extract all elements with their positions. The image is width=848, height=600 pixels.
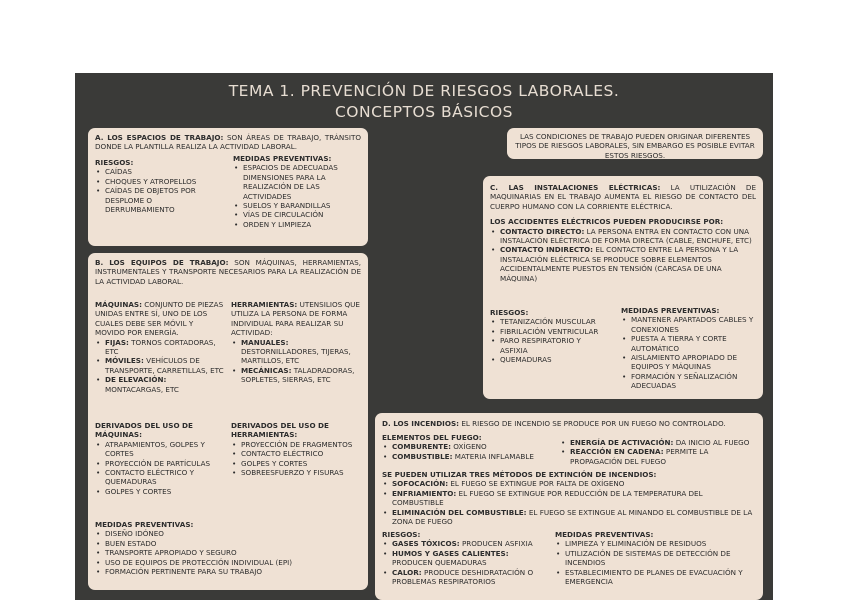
list-item: • MANTENER APARTADOS CABLES Y CONEXIONES: [629, 315, 757, 334]
card-b-derivados-maq-label: DERIVADOS DEL USO DE MÁQUINAS:: [95, 421, 193, 440]
card-a-medidas-list: [233, 163, 361, 229]
card-espacios: [88, 128, 368, 246]
card-b-herramientas-label: HERRAMIENTAS:: [231, 300, 298, 309]
list-item: • UTILIZACIÓN DE SISTEMAS DE DETECCIÓN DE INCENDIOS: [563, 549, 755, 568]
list-item: • ORDEN Y LIMPIEZA: [241, 220, 361, 229]
list-item: • DISEÑO IDÓNEO: [103, 529, 357, 538]
card-d-elementos2-list: [560, 438, 756, 466]
card-c-riesgos-list: [490, 317, 608, 364]
card-d-metodos-list: [382, 479, 754, 526]
card-d-riesgos-list: [382, 539, 550, 586]
card-instalaciones: [483, 176, 763, 399]
card-a-riesgos-label: RIESGOS:: [95, 158, 134, 167]
list-item: • CALOR: PRODUCE DESHIDRATACIÓN O PROBLEMAS RESPIRATORIOS: [390, 568, 550, 587]
card-d-medidas-list: [555, 539, 755, 586]
card-d-text: EL RIESGO DE INCENDIO SE PRODUCE POR UN FUEGO NO CONTROLADO.: [461, 419, 726, 428]
list-item: • USO DE EQUIPOS DE PROTECCIÓN INDIVIDUAL (EPI): [103, 558, 357, 567]
card-d-medidas-label: MEDIDAS PREVENTIVAS:: [555, 530, 654, 539]
list-item: • GASES TÓXICOS: PRODUCEN ASFIXIA: [390, 539, 550, 548]
card-b-maquinas-list: [95, 338, 225, 394]
list-item: • SOBREESFUERZO Y FISURAS: [239, 468, 359, 477]
card-a-heading: A. LOS ESPACIOS DE TRABAJO:: [95, 133, 224, 142]
card-d-heading: D. LOS INCENDIOS:: [382, 419, 460, 428]
card-d-riesgos-label: RIESGOS:: [382, 530, 421, 539]
list-item: • SUELOS Y BARANDILLAS: [241, 201, 361, 210]
list-item: • PARO RESPIRATORIO Y ASFIXIA: [498, 336, 608, 355]
card-d-metodos-label: SE PUEDEN UTILIZAR TRES MÉTODOS DE EXTINCIÓN DE INCENDIOS:: [382, 470, 657, 479]
list-item: • CONTACTO DIRECTO: LA PERSONA ENTRA EN CONTACTO CON UNA INSTALACIÓN ELÉCTRICA DE FORMA DIRECTA (CABLE, ENCHUFE, ETC): [498, 227, 756, 246]
card-b-medidas-list: [95, 529, 357, 576]
list-item: • ENFRIAMIENTO: EL FUEGO SE EXTINGUE POR REDUCCIÓN DE LA TEMPERATURA DEL COMBUSTIBLE: [390, 489, 754, 508]
list-item: • MÓVILES: VEHÍCULOS DE TRANSPORTE, CARRETILLAS, ETC: [103, 356, 225, 375]
board: [75, 73, 773, 600]
card-c-accidentes-label: LOS ACCIDENTES ELÉCTRICOS PUEDEN PRODUCIRSE POR:: [490, 217, 724, 227]
card-b-derivados-her-label: DERIVADOS DEL USO DE HERRAMIENTAS:: [231, 421, 329, 440]
list-item: • MECÁNICAS: TALADRADORAS, SOPLETES, SIERRAS, ETC: [239, 366, 361, 385]
list-item: • TRANSPORTE APROPIADO Y SEGURO: [103, 548, 357, 557]
card-equipos: B. LOS EQUIPOS DE TRABAJO: SON MÁQUINAS, HERRAMIENTAS, INSTRUMENTALES Y TRANSPORTE NECESARIOS PARA LA REALIZACIÓN DE LA ACTIVIDAD LABORAL. MÁQUINAS: CONJUNTO DE PIEZAS UNIDAS ENTRE SÍ, UNO DE LOS CUALES DEBE SER MÓVIL Y MOVIDO POR ENERGÍA. • FIJAS: TORNOS CORTADORAS, ETC • MÓVILES: VEHÍCULOS DE TRANSPORTE, CARRETILLAS, ETC • DE ELEVACIÓN: MONTACARGAS, ETC HERRAMIENTAS: UTENSILIOS QUE UTILIZA LA PERSONA DE FORMA INDIVIDUAL PARA REALIZAR SU ACTIVIDAD: • MANUALES: DESTORNILLADORES, TIJERAS, MARTILLOS, ETC • MECÁNICAS: TALADRADORAS, SOPLETES, SIERRAS, ETC DERIVADOS DEL USO DE MÁQUINAS: • ATRAPAMIENTOS, GOLPES Y CORTES • PROYECCIÓN DE PARTÍCULAS • CONTACTO ELÉCTRICO Y QUEMADURAS • GOLPES Y CORTES DERIVADOS DEL USO DE HERRAMIENTAS: • PROYECCIÓN DE FRAGMENTOS • CONTACTO ELÉCTRICO • GOLPES Y CORTES • SOBREESFUERZO Y FISURAS MEDIDAS PREVENTIVAS: • DISEÑO IDÓNEO • BUEN ESTADO • TRANSPORTE APROPIADO Y SEGURO • USO DE EQUIPOS DE PROTECCIÓN INDIVIDUAL (EPI) • FORMACIÓN PERTINENTE PARA SU TRABAJO: [88, 253, 368, 590]
list-item: • LIMPIEZA Y ELIMINACIÓN DE RESIDUOS: [563, 539, 755, 548]
list-item: • VÍAS DE CIRCULACIÓN: [241, 210, 361, 219]
list-item: • ELIMINACIÓN DEL COMBUSTIBLE: EL FUEGO SE EXTINGUE AL MINANDO EL COMBUSTIBLE DE LA ZONA DE FUEGO: [390, 508, 754, 527]
list-item: • QUEMADURAS: [498, 355, 608, 364]
card-a-riesgos-list: [95, 167, 223, 214]
list-item: • CAÍDAS: [103, 167, 223, 176]
card-c-accidentes-list: [490, 227, 756, 283]
card-b-maquinas-label: MÁQUINAS:: [95, 300, 142, 309]
card-b-medidas-label: MEDIDAS PREVENTIVAS:: [95, 520, 194, 529]
list-item: • MANUALES: DESTORNILLADORES, TIJERAS, MARTILLOS, ETC: [239, 338, 361, 366]
list-item: • TETANIZACIÓN MUSCULAR: [498, 317, 608, 326]
intro-note: LAS CONDICIONES DE TRABAJO PUEDEN ORIGINAR DIFERENTES TIPOS DE RIESGOS LABORALES, SIN EMBARGO ES POSIBLE EVITAR ESTOS RIESGOS.: [507, 128, 763, 159]
list-item: • REACCIÓN EN CADENA: PERMITE LA PROPAGACIÓN DEL FUEGO: [568, 447, 756, 466]
list-item: • BUEN ESTADO: [103, 539, 357, 548]
list-item: • ESTABLECIMIENTO DE PLANES DE EVACUACIÓN Y EMERGENCIA: [563, 568, 755, 587]
list-item: • DE ELEVACIÓN: MONTACARGAS, ETC: [103, 375, 225, 394]
list-item: • CONTACTO ELÉCTRICO Y QUEMADURAS: [103, 468, 227, 487]
list-item: • GOLPES Y CORTES: [239, 459, 359, 468]
list-item: • PUESTA A TIERRA Y CORTE AUTOMÁTICO: [629, 334, 757, 353]
card-a-text: SON ÁREAS DE TRABAJO, TRÁNSITO DONDE LA PLANTILLA REALIZA LA ACTIVIDAD LABORAL.: [95, 133, 361, 152]
list-item: • CHOQUES Y ATROPELLOS: [103, 177, 223, 186]
list-item: • ENERGÍA DE ACTIVACIÓN: DA INICIO AL FUEGO: [568, 438, 756, 447]
list-item: • ESPACIOS DE ADECUADAS DIMENSIONES PARA LA REALIZACIÓN DE LAS ACTIVIDADES: [241, 163, 361, 201]
list-item: • CAÍDAS DE OBJETOS POR DESPLOME O DERRUMBAMIENTO: [103, 186, 223, 214]
card-b-derivados-maq-list: [95, 440, 227, 496]
card-b-text: SON MÁQUINAS, HERRAMIENTAS, INSTRUMENTALES Y TRANSPORTE NECESARIOS PARA LA REALIZACIÓN DE LA ACTIVIDAD LABORAL.: [95, 258, 361, 286]
page-title: TEMA 1. PREVENCIÓN DE RIESGOS LABORALES. CONCEPTOS BÁSICOS: [228, 82, 620, 121]
card-c-heading: C. LAS INSTALACIONES ELÉCTRICAS:: [490, 183, 661, 192]
list-item: • HUMOS Y GASES CALIENTES: PRODUCEN QUEMADURAS: [390, 549, 550, 568]
card-d-elementos-label: ELEMENTOS DEL FUEGO:: [382, 433, 482, 442]
list-item: • CONTACTO ELÉCTRICO: [239, 449, 359, 458]
card-b-herramientas-list: [231, 338, 361, 385]
card-c-text: LA UTILIZACIÓN DE MAQUINARIAS EN EL TRABAJO AUMENTA EL RIESGO DE CONTACTO DEL CUERPO HUMANO CON LA CORRIENTE ELÉCTRICA.: [490, 183, 756, 211]
list-item: • FIJAS: TORNOS CORTADORAS, ETC: [103, 338, 225, 357]
card-c-medidas-list: [621, 315, 757, 390]
list-item: • COMBUSTIBLE: MATERIA INFLAMABLE: [390, 452, 554, 461]
card-incendios: [375, 413, 763, 600]
list-item: • AISLAMIENTO APROPIADO DE EQUIPOS Y MÁQUINAS: [629, 353, 757, 372]
card-c-riesgos-label: RIESGOS:: [490, 308, 529, 317]
list-item: • FORMACIÓN Y SEÑALIZACIÓN ADECUADAS: [629, 372, 757, 391]
list-item: • SOFOCACIÓN: EL FUEGO SE EXTINGUE POR FALTA DE OXÍGENO: [390, 479, 754, 488]
list-item: • ATRAPAMIENTOS, GOLPES Y CORTES: [103, 440, 227, 459]
card-b-heading: B. LOS EQUIPOS DE TRABAJO:: [95, 258, 229, 267]
list-item: • CONTACTO INDIRECTO: EL CONTACTO ENTRE LA PERSONA Y LA INSTALACIÓN ELÉCTRICA SE PRODUCE SOBRE ELEMENTOS ACCIDENTALMENTE PUESTOS EN TENSIÓN (CARCASA DE UNA MÁQUINA): [498, 245, 756, 283]
list-item: • FIBRILACIÓN VENTRICULAR: [498, 327, 608, 336]
card-d-elementos-list: [382, 442, 554, 461]
list-item: • PROYECCIÓN DE FRAGMENTOS: [239, 440, 359, 449]
card-b-derivados-her-list: [231, 440, 359, 478]
card-c-medidas-label: MEDIDAS PREVENTIVAS:: [621, 306, 720, 315]
list-item: • FORMACIÓN PERTINENTE PARA SU TRABAJO: [103, 567, 357, 576]
list-item: • PROYECCIÓN DE PARTÍCULAS: [103, 459, 227, 468]
list-item: • GOLPES Y CORTES: [103, 487, 227, 496]
card-a-medidas-label: MEDIDAS PREVENTIVAS:: [233, 154, 332, 163]
list-item: • COMBURENTE: OXÍGENO: [390, 442, 554, 451]
